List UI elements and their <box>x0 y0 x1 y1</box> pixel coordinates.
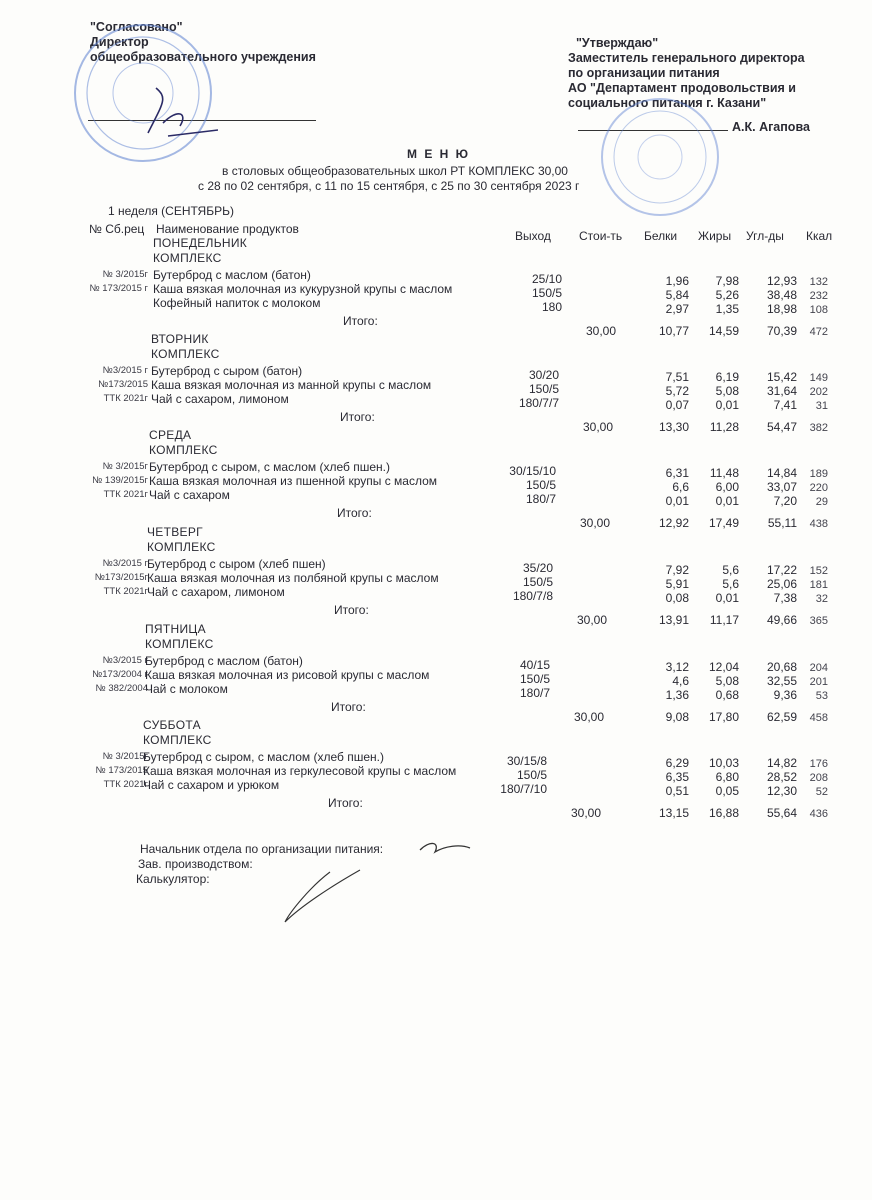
dish-protein: 0,51 <box>665 784 689 798</box>
dish-output: 180/7/7 <box>518 396 559 410</box>
col-prot: Белки <box>644 229 678 243</box>
dish-kcal: 204 <box>809 662 828 674</box>
dish-kcal: 202 <box>809 386 828 398</box>
dish-output: 150/5 <box>516 768 547 782</box>
recipe-code: №173/2015 <box>98 379 148 390</box>
dish-protein: 5,84 <box>665 288 689 302</box>
dish-carb: 7,20 <box>773 494 797 508</box>
total-label: Итого: <box>331 700 366 714</box>
dish-protein: 1,36 <box>665 688 689 702</box>
dish-kcal: 201 <box>809 676 828 688</box>
dish-kcal: 149 <box>809 372 828 384</box>
dish-name: Бутерброд с маслом (батон) <box>145 654 303 668</box>
dish-output: 40/15 <box>519 658 550 672</box>
dish-name: Бутерброд с маслом (батон) <box>153 268 311 282</box>
dish-protein: 6,31 <box>665 466 689 480</box>
dish-fat: 0,01 <box>715 591 739 605</box>
dish-kcal: 232 <box>809 290 828 302</box>
dish-carb: 20,68 <box>766 660 797 674</box>
dish-fat: 5,08 <box>715 674 739 688</box>
dish-carb: 7,38 <box>773 591 797 605</box>
total-cost: 30,00 <box>570 806 601 820</box>
dish-protein: 4,6 <box>672 674 689 688</box>
dish-kcal: 29 <box>815 496 828 508</box>
recipe-code: № 139/2015г <box>92 475 148 486</box>
dish-name: Чай с сахаром и урюком <box>143 778 280 792</box>
approval-right-org: АО "Департамент продовольствия и <box>568 81 796 95</box>
total-fat: 17,49 <box>708 516 739 530</box>
dish-carb: 12,93 <box>766 274 797 288</box>
total-cost: 30,00 <box>585 324 616 338</box>
total-kcal: 438 <box>809 518 828 530</box>
day-name: ВТОРНИК <box>151 332 209 346</box>
recipe-code: № 3/2015г <box>102 751 148 762</box>
dish-name: Каша вязкая молочная из геркулесовой крупы с маслом <box>143 764 457 778</box>
recipe-code: № 3/2015г <box>102 269 148 280</box>
approval-right-org2: социального питания г. Казани" <box>568 96 767 110</box>
dish-kcal: 208 <box>809 772 828 784</box>
dish-fat: 0,01 <box>715 398 739 412</box>
dish-fat: 5,6 <box>722 563 739 577</box>
dish-fat: 1,35 <box>715 302 739 316</box>
dish-name: Чай с сахаром <box>149 488 230 502</box>
dish-output: 35/20 <box>522 561 553 575</box>
dish-carb: 12,30 <box>766 784 797 798</box>
dish-name: Бутерброд с сыром (батон) <box>151 364 303 378</box>
complex-label: КОМПЛЕКС <box>145 637 214 651</box>
dish-protein: 6,35 <box>665 770 689 784</box>
dish-carb: 14,84 <box>766 466 797 480</box>
footer-signatures <box>270 832 510 932</box>
total-fat: 14,59 <box>708 324 739 338</box>
recipe-code: ТТК 2021г <box>103 586 148 597</box>
total-kcal: 458 <box>809 712 828 724</box>
col-code: № Сб.рец <box>89 222 145 236</box>
recipe-code: №3/2015 г <box>102 655 148 666</box>
day-name: ПЯТНИЦА <box>145 622 206 636</box>
footer-calc: Калькулятор: <box>136 872 210 886</box>
dish-kcal: 189 <box>809 468 828 480</box>
dish-carb: 28,52 <box>766 770 797 784</box>
dish-output: 180/7/10 <box>500 782 547 796</box>
total-cost: 30,00 <box>576 613 607 627</box>
total-kcal: 382 <box>809 422 828 434</box>
dish-fat: 5,26 <box>715 288 739 302</box>
complex-label: КОМПЛЕКС <box>149 443 218 457</box>
col-carb: Угл-ды <box>746 229 784 243</box>
total-carb: 70,39 <box>766 324 797 338</box>
dish-name: Каша вязкая молочная из манной крупы с маслом <box>151 378 432 392</box>
total-protein: 13,91 <box>658 613 689 627</box>
total-label: Итого: <box>337 506 372 520</box>
footer-head: Начальник отдела по организации питания: <box>140 842 384 856</box>
dish-name: Бутерброд с сыром (хлеб пшен) <box>147 557 326 571</box>
dish-name: Каша вязкая молочная из пшенной крупы с маслом <box>149 474 438 488</box>
dish-protein: 0,08 <box>665 591 689 605</box>
dish-carb: 9,36 <box>773 688 797 702</box>
total-cost: 30,00 <box>579 516 610 530</box>
dish-fat: 5,6 <box>722 577 739 591</box>
dish-output: 30/20 <box>528 368 559 382</box>
dish-protein: 5,72 <box>665 384 689 398</box>
dish-output: 150/5 <box>519 672 550 686</box>
recipe-code: ТТК 2021г <box>103 779 148 790</box>
dish-output: 180/7/8 <box>512 589 553 603</box>
total-kcal: 436 <box>809 808 828 820</box>
dish-output: 30/15/10 <box>509 464 556 478</box>
total-label: Итого: <box>343 314 378 328</box>
dish-kcal: 220 <box>809 482 828 494</box>
approval-right-dept: по организации питания <box>568 66 720 80</box>
dish-carb: 14,82 <box>766 756 797 770</box>
total-label: Итого: <box>340 410 375 424</box>
dish-fat: 6,19 <box>715 370 739 384</box>
dish-name: Каша вязкая молочная из полбяной крупы с маслом <box>147 571 439 585</box>
dish-carb: 7,41 <box>773 398 797 412</box>
dish-name: Бутерброд с сыром, с маслом (хлеб пшен.) <box>149 460 390 474</box>
recipe-code: № 382/2004 <box>95 683 148 694</box>
dish-carb: 15,42 <box>766 370 797 384</box>
total-carb: 62,59 <box>766 710 797 724</box>
approval-left-org: общеобразовательного учреждения <box>90 50 316 64</box>
menu-dates: с 28 по 02 сентября, с 11 по 15 сентября, с 25 по 30 сентября 2023 г <box>198 179 580 193</box>
total-fat: 16,88 <box>708 806 739 820</box>
day-name: СРЕДА <box>149 428 192 442</box>
total-carb: 55,64 <box>766 806 797 820</box>
round-stamp-left <box>68 18 218 168</box>
complex-label: КОМПЛЕКС <box>147 540 216 554</box>
dish-fat: 0,68 <box>715 688 739 702</box>
recipe-code: №173/2004 г <box>92 669 148 680</box>
dish-fat: 5,08 <box>715 384 739 398</box>
recipe-code: №3/2015 г <box>102 558 148 569</box>
day-name: ПОНЕДЕЛЬНИК <box>153 236 248 250</box>
total-fat: 11,28 <box>709 420 739 434</box>
dish-fat: 6,80 <box>715 770 739 784</box>
total-carb: 55,11 <box>767 516 797 530</box>
dish-fat: 12,04 <box>708 660 739 674</box>
approval-right-position: Заместитель генерального директора <box>568 51 805 65</box>
complex-label: КОМПЛЕКС <box>151 347 220 361</box>
approval-left-position: Директор <box>90 35 149 49</box>
total-protein: 13,30 <box>658 420 689 434</box>
dish-kcal: 181 <box>809 579 828 591</box>
dish-fat: 7,98 <box>715 274 739 288</box>
dish-carb: 32,55 <box>766 674 797 688</box>
dish-protein: 0,07 <box>665 398 689 412</box>
dish-kcal: 108 <box>809 304 828 316</box>
dish-carb: 17,22 <box>766 563 797 577</box>
dish-protein: 7,51 <box>665 370 689 384</box>
dish-output: 150/5 <box>528 382 559 396</box>
col-fat: Жиры <box>698 229 732 243</box>
total-label: Итого: <box>334 603 369 617</box>
dish-kcal: 152 <box>809 565 828 577</box>
total-fat: 11,17 <box>709 613 739 627</box>
dish-output: 180 <box>541 300 562 314</box>
dish-output: 180/7 <box>519 686 550 700</box>
total-protein: 13,15 <box>658 806 689 820</box>
total-carb: 49,66 <box>766 613 797 627</box>
approval-left-title: "Согласовано" <box>90 20 183 34</box>
dish-protein: 6,29 <box>665 756 689 770</box>
dish-name: Кофейный напиток с молоком <box>153 296 321 310</box>
recipe-code: № 3/2015г <box>102 461 148 472</box>
dish-carb: 33,07 <box>766 480 797 494</box>
col-kcal: Ккал <box>806 229 833 243</box>
dish-protein: 7,92 <box>665 563 689 577</box>
footer-production: Зав. производством: <box>138 857 253 871</box>
round-stamp-right <box>590 92 730 222</box>
week-label: 1 неделя (СЕНТЯБРЬ) <box>108 204 234 218</box>
menu-title: М Е Н Ю <box>407 147 471 161</box>
dish-protein: 0,01 <box>665 494 689 508</box>
dish-fat: 0,01 <box>715 494 739 508</box>
dish-output: 30/15/8 <box>506 754 547 768</box>
col-cost: Стои-ть <box>579 229 623 243</box>
total-protein: 12,92 <box>658 516 689 530</box>
col-name: Наименование продуктов <box>156 222 299 236</box>
dish-name: Чай с сахаром, лимоном <box>151 392 289 406</box>
dish-fat: 11,48 <box>709 466 739 480</box>
recipe-code: ТТК 2021г <box>103 393 148 404</box>
complex-label: КОМПЛЕКС <box>153 251 222 265</box>
dish-fat: 6,00 <box>715 480 739 494</box>
complex-label: КОМПЛЕКС <box>143 733 212 747</box>
dish-carb: 31,64 <box>766 384 797 398</box>
recipe-code: № 173/2015 <box>95 765 148 776</box>
total-cost: 30,00 <box>573 710 604 724</box>
menu-subtitle: в столовых общеобразовательных школ РТ КОМПЛЕКС 30,00 <box>222 164 568 178</box>
total-label: Итого: <box>328 796 363 810</box>
total-protein: 9,08 <box>665 710 689 724</box>
total-kcal: 365 <box>809 615 828 627</box>
dish-protein: 1,96 <box>665 274 689 288</box>
dish-name: Чай с молоком <box>145 682 228 696</box>
recipe-code: № 173/2015 г <box>89 283 148 294</box>
recipe-code: ТТК 2021г <box>103 489 148 500</box>
total-carb: 54,47 <box>766 420 797 434</box>
dish-name: Бутерброд с сыром, с маслом (хлеб пшен.) <box>143 750 384 764</box>
col-out: Выход <box>515 229 551 243</box>
dish-name: Каша вязкая молочная из кукурузной крупы с маслом <box>153 282 453 296</box>
approver-name: А.К. Агапова <box>732 120 810 134</box>
dish-output: 180/7 <box>525 492 556 506</box>
dish-protein: 6,6 <box>672 480 689 494</box>
dish-protein: 2,97 <box>665 302 689 316</box>
dish-protein: 3,12 <box>665 660 689 674</box>
day-name: СУББОТА <box>143 718 201 732</box>
dish-kcal: 31 <box>815 400 828 412</box>
approval-right-title: "Утверждаю" <box>576 36 659 50</box>
dish-carb: 38,48 <box>766 288 797 302</box>
dish-output: 150/5 <box>531 286 562 300</box>
dish-name: Каша вязкая молочная из рисовой крупы с маслом <box>145 668 430 682</box>
dish-output: 150/5 <box>522 575 553 589</box>
total-protein: 10,77 <box>658 324 689 338</box>
total-cost: 30,00 <box>582 420 613 434</box>
dish-carb: 18,98 <box>766 302 797 316</box>
dish-kcal: 176 <box>809 758 828 770</box>
dish-kcal: 52 <box>815 786 828 798</box>
dish-fat: 10,03 <box>708 756 739 770</box>
dish-output: 25/10 <box>531 272 562 286</box>
recipe-code: №173/2015г <box>94 572 148 583</box>
dish-protein: 5,91 <box>665 577 689 591</box>
total-kcal: 472 <box>809 326 828 338</box>
total-fat: 17,80 <box>708 710 739 724</box>
dish-carb: 25,06 <box>766 577 797 591</box>
dish-kcal: 132 <box>809 276 828 288</box>
dish-name: Чай с сахаром, лимоном <box>147 585 285 599</box>
day-name: ЧЕТВЕРГ <box>147 525 203 539</box>
recipe-code: №3/2015 г <box>102 365 148 376</box>
dish-kcal: 53 <box>815 690 828 702</box>
dish-output: 150/5 <box>525 478 556 492</box>
dish-kcal: 32 <box>815 593 828 605</box>
dish-fat: 0,05 <box>715 784 739 798</box>
